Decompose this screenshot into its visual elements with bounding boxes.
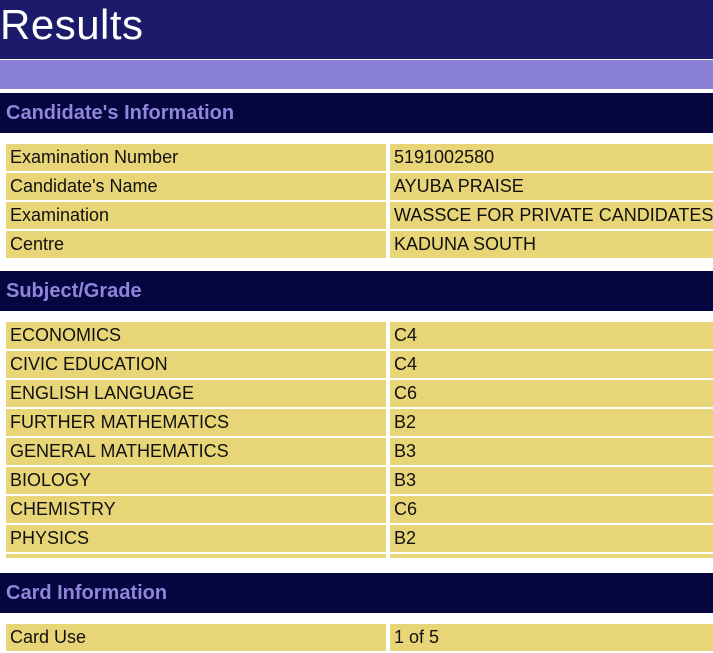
- table-row: [0, 380, 713, 407]
- subject-name: ECONOMICS: [6, 322, 386, 349]
- examination-value: WASSCE FOR PRIVATE CANDIDATES: [390, 202, 713, 229]
- subject-name: ENGLISH LANGUAGE: [6, 380, 386, 407]
- card-info-header: Card Information: [0, 573, 713, 613]
- candidate-name-label: Candidate's Name: [6, 173, 386, 200]
- table-spacer-row: [0, 554, 713, 558]
- subject-grade: C4: [390, 351, 713, 378]
- subject-grade: C6: [390, 380, 713, 407]
- page-title: Results: [0, 1, 144, 48]
- table-row: [0, 409, 713, 436]
- subject-grade: B2: [390, 409, 713, 436]
- subject-grade-header: Subject/Grade: [0, 271, 713, 311]
- table-row: [0, 525, 713, 552]
- table-row: [0, 173, 713, 200]
- subject-grade-table: [0, 322, 713, 558]
- centre-label: Centre: [6, 231, 386, 258]
- centre-value: KADUNA SOUTH: [390, 231, 713, 258]
- subject-name: PHYSICS: [6, 525, 386, 552]
- subject-grade: C4: [390, 322, 713, 349]
- candidate-info-table: [0, 144, 713, 260]
- spacer-cell: [390, 554, 713, 558]
- table-row: [0, 624, 713, 651]
- subject-grade: B3: [390, 467, 713, 494]
- subject-grade: C6: [390, 496, 713, 523]
- examination-label: Examination: [6, 202, 386, 229]
- card-info-table: [0, 624, 713, 653]
- candidate-name-value: AYUBA PRAISE: [390, 173, 713, 200]
- table-row: [0, 231, 713, 258]
- table-row: [0, 351, 713, 378]
- divider-bar: [0, 60, 713, 89]
- examination-number-label: Examination Number: [6, 144, 386, 171]
- subject-name: CIVIC EDUCATION: [6, 351, 386, 378]
- candidate-info-header: Candidate's Information: [0, 93, 713, 133]
- card-use-label: Card Use: [6, 624, 386, 651]
- table-row: [0, 467, 713, 494]
- subject-name: FURTHER MATHEMATICS: [6, 409, 386, 436]
- subject-name: CHEMISTRY: [6, 496, 386, 523]
- subject-name: BIOLOGY: [6, 467, 386, 494]
- subject-name: GENERAL MATHEMATICS: [6, 438, 386, 465]
- subject-grade: B2: [390, 525, 713, 552]
- title-bar: [0, 0, 713, 59]
- subject-grade: B3: [390, 438, 713, 465]
- card-use-value: 1 of 5: [390, 624, 713, 651]
- table-row: [0, 322, 713, 349]
- table-row: [0, 202, 713, 229]
- spacer-cell: [6, 554, 386, 558]
- table-row: [0, 496, 713, 523]
- table-row: [0, 438, 713, 465]
- examination-number-value: 5191002580: [390, 144, 713, 171]
- table-row: [0, 144, 713, 171]
